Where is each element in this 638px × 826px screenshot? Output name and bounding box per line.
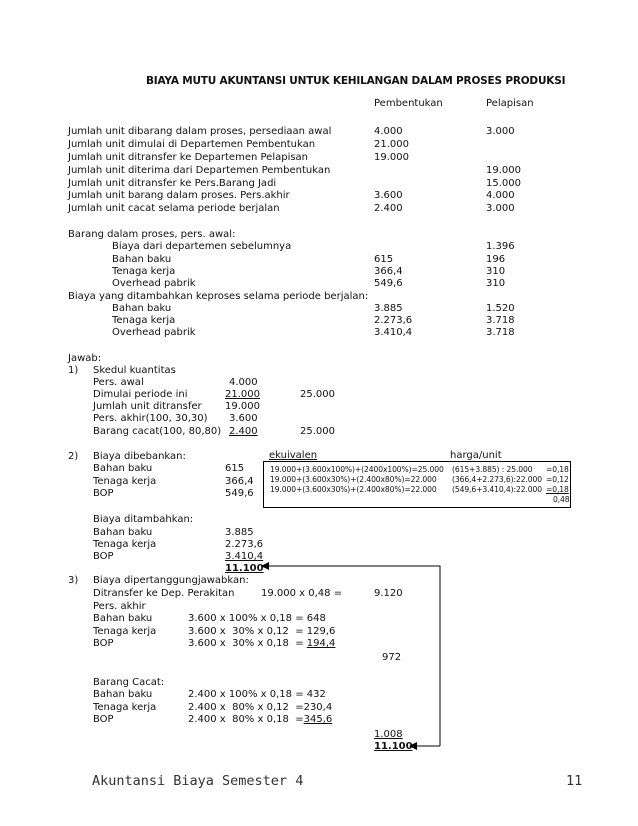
unit-value-a: 4.000: [374, 126, 403, 137]
unit-label: Jumlah unit dimulai di Departemen Pembentukan: [68, 139, 316, 150]
qty-value: 3.600: [229, 413, 258, 424]
unit-price-calc: (615+3.885) : 25.000: [452, 465, 533, 474]
unit-label: Jumlah unit ditransfer ke Pers.Barang Jadi: [68, 178, 277, 189]
unit-value-a: 3.600: [374, 190, 403, 201]
qty-total: 25.000: [300, 426, 335, 437]
cost-value-a: 615: [374, 254, 394, 265]
qty-label: Jumlah unit ditransfer: [93, 401, 202, 412]
added-label: BOP: [93, 551, 114, 562]
qty-value: 21.000: [225, 389, 260, 400]
qty-label: Dimulai periode ini: [93, 389, 188, 400]
section-title: Biaya dipertanggungjawabkan:: [93, 575, 249, 586]
unit-label: Jumlah unit ditransfer ke Departemen Pelapisan: [68, 152, 309, 163]
cost-label: Tenaga kerja: [112, 266, 176, 277]
charged-label: BOP: [93, 488, 114, 499]
ending-label: Bahan baku: [93, 613, 153, 624]
header-pembentukan: Pembentukan: [374, 98, 443, 109]
transfer-value: 9.120: [374, 588, 403, 599]
cost-label: Tenaga kerja: [112, 315, 176, 326]
unit-label: Jumlah unit diterima dari Departemen Pembentukan: [68, 165, 331, 176]
cost-value-a: 366,4: [374, 266, 403, 277]
ending-inventory-label: Pers. akhir: [93, 601, 146, 612]
cost-label: Overhead pabrik: [112, 278, 196, 289]
added-value: 2.273,6: [225, 539, 264, 550]
qty-label: Pers. awal: [93, 377, 144, 388]
cost-value-b: 3.718: [486, 315, 515, 326]
spoiled-calc-text: 2.400 x 80% x 0,18 =: [188, 714, 304, 725]
cost-label: Biaya dari departemen sebelumnya: [112, 241, 292, 252]
cost-value-b: 310: [486, 278, 506, 289]
unit-price-result: =0,12: [546, 475, 569, 484]
cost-value-b: 1.396: [486, 241, 515, 252]
unit-label: Jumlah unit dibarang dalam proses, persediaan awal: [68, 126, 332, 137]
spoiled-calc: 2.400 x 80% x 0,12 =230,4: [188, 702, 333, 713]
qty-label: Pers. akhir(100, 30,30): [93, 413, 208, 424]
charged-label: Tenaga kerja: [93, 476, 157, 487]
qty-total: 25.000: [300, 389, 335, 400]
cost-value-b: 196: [486, 254, 506, 265]
equivalent-calc: 19.000+(3.600x30%)+(2.400x80%)=22.000: [270, 485, 437, 494]
ending-label: Tenaga kerja: [93, 626, 157, 637]
unit-value-b: 3.000: [486, 203, 515, 214]
cost-value-a: 3.885: [374, 303, 403, 314]
cost-label: Overhead pabrik: [112, 327, 196, 338]
unit-price-result: =0,18: [546, 485, 569, 494]
added-title: Biaya ditambahkan:: [93, 514, 194, 525]
added-label: Tenaga kerja: [93, 539, 157, 550]
qty-value: 2.400: [229, 426, 258, 437]
unit-value-b: 3.000: [486, 126, 515, 137]
page-title: BIAYA MUTU AKUNTANSI UNTUK KEHILANGAN DALAM PROSES PRODUKSI: [146, 75, 566, 87]
spoiled-item-label: Bahan baku: [93, 689, 153, 700]
charged-value: 615: [225, 463, 245, 474]
cost-value-a: 549,6: [374, 278, 403, 289]
transfer-calc: 19.000 x 0,48 =: [261, 588, 343, 599]
grand-total: 11.100: [374, 741, 413, 752]
unit-value-b: 19.000: [486, 165, 521, 176]
spoiled-item-label: BOP: [93, 714, 114, 725]
cost-label: Bahan baku: [112, 254, 172, 265]
unit-price-result: =0,18: [546, 465, 569, 474]
section-number: 3): [68, 575, 79, 586]
ending-calc-text: 3.600 x 30% x 0,18 =: [188, 638, 307, 649]
qty-label: Barang cacat(100, 80,80): [93, 426, 222, 437]
footer-text: Akuntansi Biaya Semester 4: [92, 773, 304, 789]
unit-label: Jumlah unit cacat selama periode berjalan: [68, 203, 280, 214]
added-header: Biaya yang ditambahkan keproses selama periode berjalan:: [68, 291, 369, 302]
unit-price-calc: (366,4+2.273,6):22.000: [452, 475, 542, 484]
section-number: 1): [68, 365, 79, 376]
qty-value: 19.000: [225, 401, 260, 412]
cost-value-a: 2.273,6: [374, 315, 413, 326]
cost-label: Bahan baku: [112, 303, 172, 314]
charged-value: 549,6: [225, 488, 254, 499]
ending-label: BOP: [93, 638, 114, 649]
unit-value-a: 19.000: [374, 152, 409, 163]
harga-unit-label: harga/unit: [450, 450, 502, 461]
cost-value-a: 3.410,4: [374, 327, 413, 338]
ending-calc-result: 194,4: [306, 638, 336, 649]
unit-value-a: 2.400: [374, 203, 403, 214]
section-number: 2): [68, 451, 79, 462]
spoiled-calc-result: 345,6: [303, 714, 333, 725]
ending-calc: 3.600 x 100% x 0,18 = 648: [188, 613, 326, 624]
equivalent-calc: 19.000+(3.600x100%)+(2400x100%)=25.000: [270, 465, 444, 474]
unit-price-total: 0,48: [553, 495, 570, 504]
spoiled-total: 1.008: [374, 729, 403, 740]
cost-value-b: 3.718: [486, 327, 515, 338]
section-title: Skedul kuantitas: [93, 365, 176, 376]
equivalent-calc: 19.000+(3.600x30%)+(2.400x80%)=22.000: [270, 475, 437, 484]
answer-label: Jawab:: [68, 353, 102, 364]
added-value: 3.410,4: [225, 551, 264, 562]
unit-label: Jumlah unit barang dalam proses. Pers.akhir: [68, 190, 290, 201]
transfer-label: Ditransfer ke Dep. Perakitan: [93, 588, 235, 599]
ending-calc: 3.600 x 30% x 0,12 = 129,6: [188, 626, 336, 637]
charged-total: 11.100: [225, 563, 264, 574]
beg-header: Barang dalam proses, pers. awal:: [68, 229, 236, 240]
added-value: 3.885: [225, 527, 254, 538]
unit-value-b: 15.000: [486, 178, 521, 189]
charged-value: 366,4: [225, 476, 254, 487]
charged-label: Bahan baku: [93, 463, 153, 474]
cost-value-b: 310: [486, 266, 506, 277]
spoiled-calc: 2.400 x 100% x 0,18 = 432: [188, 689, 326, 700]
section-title: Biaya dibebankan:: [93, 451, 186, 462]
unit-value-b: 4.000: [486, 190, 515, 201]
page-number: 11: [566, 773, 583, 789]
spoiled-item-label: Tenaga kerja: [93, 702, 157, 713]
unit-price-calc: (549,6+3.410,4):22.000: [452, 485, 542, 494]
unit-value-a: 21.000: [374, 139, 409, 150]
added-label: Bahan baku: [93, 527, 153, 538]
ending-total: 972: [382, 652, 402, 663]
spoiled-label: Barang Cacat:: [93, 677, 165, 688]
cost-value-b: 1.520: [486, 303, 515, 314]
ekuivalen-label: ekuivalen: [269, 450, 318, 461]
header-pelapisan: Pelapisan: [486, 98, 534, 109]
qty-value: 4.000: [229, 377, 258, 388]
